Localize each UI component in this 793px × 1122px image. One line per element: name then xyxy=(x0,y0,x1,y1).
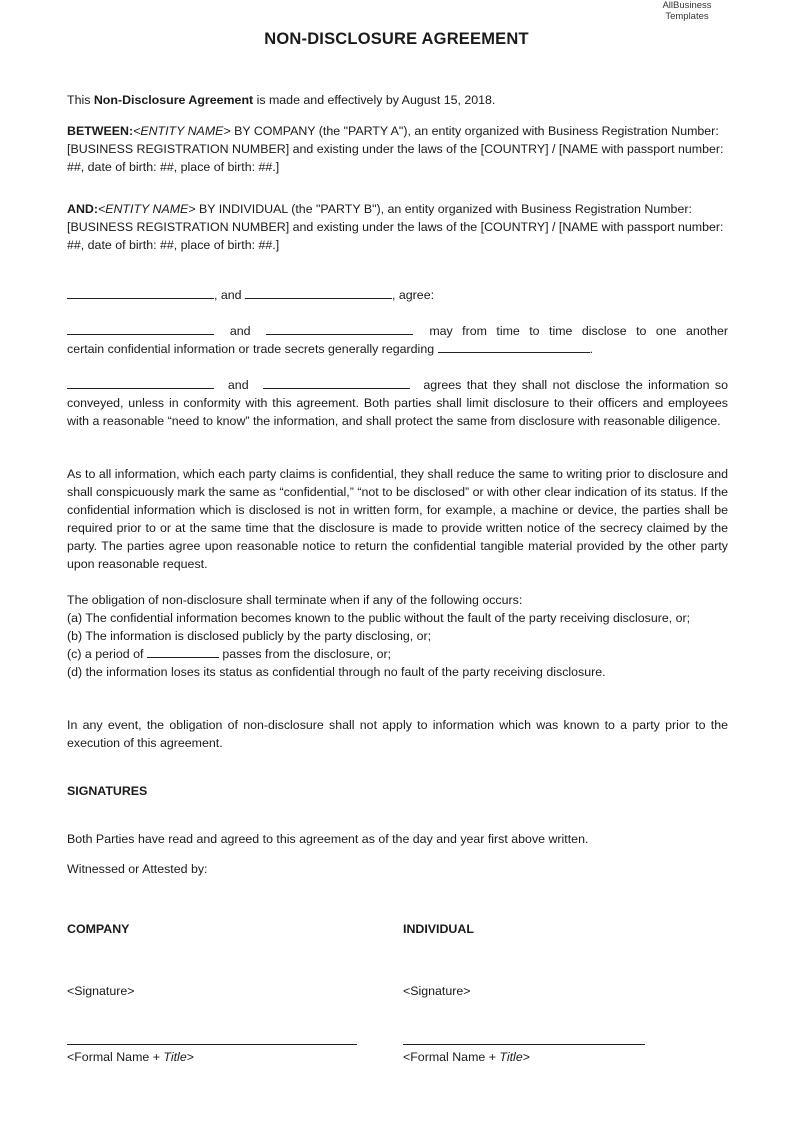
between-label: BETWEEN: xyxy=(67,124,134,138)
intro-paragraph xyxy=(67,91,728,109)
individual-signature-placeholder: <Signature> xyxy=(403,984,471,998)
party-blank-1[interactable] xyxy=(67,286,214,299)
company-signature-placeholder: <Signature> xyxy=(67,984,135,998)
logo-line-1: AllBusiness xyxy=(662,0,712,11)
individual-name-title: Title xyxy=(499,1050,523,1064)
party-blank-5[interactable] xyxy=(67,376,214,389)
subject-blank[interactable] xyxy=(438,340,590,353)
period-blank[interactable] xyxy=(147,645,219,658)
event-paragraph: In any event, the obligation of non-disclosure shall not apply to information which was known to a party prior to the execution of this agreement. xyxy=(67,718,728,750)
party-a-entity-placeholder: <ENTITY NAME> xyxy=(133,124,231,138)
nondisclose-and: and xyxy=(227,378,249,392)
obligation-item-a: (a) The confidential information becomes known to the public without the fault of the party receiving disclosure, or; xyxy=(67,611,691,625)
confidential-paragraph: As to all information, which each party claims is confidential, they shall reduce the same to writing prior to disclosure and shall conspicuously mark the same as “confidential,” “not to be disclosed” or with other clear indication of its status. If the confidential information which is disclosed is not in written form, for example, a machine or device, the parties shall be required prior to or at the same time that the disclosure is made to provide written notice of the secrecy claimed by the party. The parties agree upon reasonable notice to return the confidential tangible material provided by the other party upon reasonable request. xyxy=(67,467,728,571)
party-blank-2[interactable] xyxy=(245,286,392,299)
intro-post: is made and effectively by August 15, 2018. xyxy=(253,93,496,107)
individual-name-post: > xyxy=(522,1050,530,1064)
agree-line xyxy=(67,286,728,304)
disclose-line-2 xyxy=(67,340,728,358)
and-text: BY INDIVIDUAL (the "PARTY B"), an entity organized with Business Registration Number: [BUSINESS REGISTRATION NUMBER] and existing under the laws of the [COUNTRY] / [NAME with passport number: ##, date of birth: ##, place of birth: ##.] xyxy=(67,202,724,252)
party-b-entity-placeholder: <ENTITY NAME> xyxy=(97,202,196,216)
company-name-title: Title xyxy=(163,1050,187,1064)
nondisclose-tail: agrees that they shall not disclose the information so xyxy=(423,378,728,392)
agreed-statement: Both Parties have read and agreed to this agreement as of the day and year first above written. xyxy=(67,832,589,846)
company-name-post: > xyxy=(186,1050,194,1064)
disclose-tail: may from time to time disclose to one another xyxy=(429,324,728,338)
company-name-pre: <Formal Name + xyxy=(67,1050,164,1064)
agree-end: , agree: xyxy=(392,288,435,302)
witnessed-label: Witnessed or Attested by: xyxy=(67,862,208,876)
intro-pre: This xyxy=(67,93,94,107)
individual-formal-name xyxy=(403,1048,530,1066)
obligation-item-b: (b) The information is disclosed publicly by the party disclosing, or; xyxy=(67,629,432,643)
obligation-item-d: (d) the information loses its status as confidential through no fault of the party receiving disclosure. xyxy=(67,665,606,679)
document-title: NON-DISCLOSURE AGREEMENT xyxy=(264,30,529,48)
disclose-line2-text: certain confidential information or trade secrets generally regarding xyxy=(67,342,435,356)
party-blank-4[interactable] xyxy=(266,322,413,335)
intro-agreement-name: Non-Disclosure Agreement xyxy=(93,93,254,107)
party-blank-3[interactable] xyxy=(67,322,214,335)
obligation-c-pre: (c) a period of xyxy=(67,647,147,661)
company-signature-line[interactable] xyxy=(67,1044,357,1045)
signatures-heading: SIGNATURES xyxy=(67,784,148,798)
individual-signature-line[interactable] xyxy=(403,1044,645,1045)
disclose-and: and xyxy=(229,324,251,338)
logo-line-2: Templates xyxy=(665,11,709,22)
and-label: AND: xyxy=(67,202,98,216)
agree-mid: , and xyxy=(214,288,242,302)
company-formal-name xyxy=(67,1048,194,1066)
disclose-line-1 xyxy=(67,322,728,340)
disclose-period: . xyxy=(589,342,594,356)
individual-label: INDIVIDUAL xyxy=(403,922,474,936)
obligation-c-post: passes from the disclosure, or; xyxy=(218,647,392,661)
brand-logo xyxy=(650,0,724,22)
nondisclose-line-1 xyxy=(67,376,728,394)
nondisclose-paragraph xyxy=(67,376,728,430)
between-text: BY COMPANY (the "PARTY A"), an entity organized with Business Registration Number: [BUSINESS REGISTRATION NUMBER] and existing under the laws of the [COUNTRY] / [NAME with passport number: ##, date of birth: ##, place of birth: ##.] xyxy=(67,124,724,174)
nondisclose-rest: conveyed, unless in conformity with this agreement. Both parties shall limit disclosure to their officers and employees with a reasonable “need to know” the information, and shall protect the same from disclosure with reasonable diligence. xyxy=(67,396,728,428)
disclose-paragraph xyxy=(67,322,728,358)
and-paragraph xyxy=(67,200,728,254)
obligation-section xyxy=(67,591,728,681)
obligation-item-c xyxy=(67,645,728,663)
company-label: COMPANY xyxy=(67,922,130,936)
party-blank-6[interactable] xyxy=(263,376,410,389)
between-paragraph xyxy=(67,122,728,176)
individual-name-pre: <Formal Name + xyxy=(403,1050,500,1064)
obligation-intro: The obligation of non-disclosure shall terminate when if any of the following occurs: xyxy=(67,593,523,607)
